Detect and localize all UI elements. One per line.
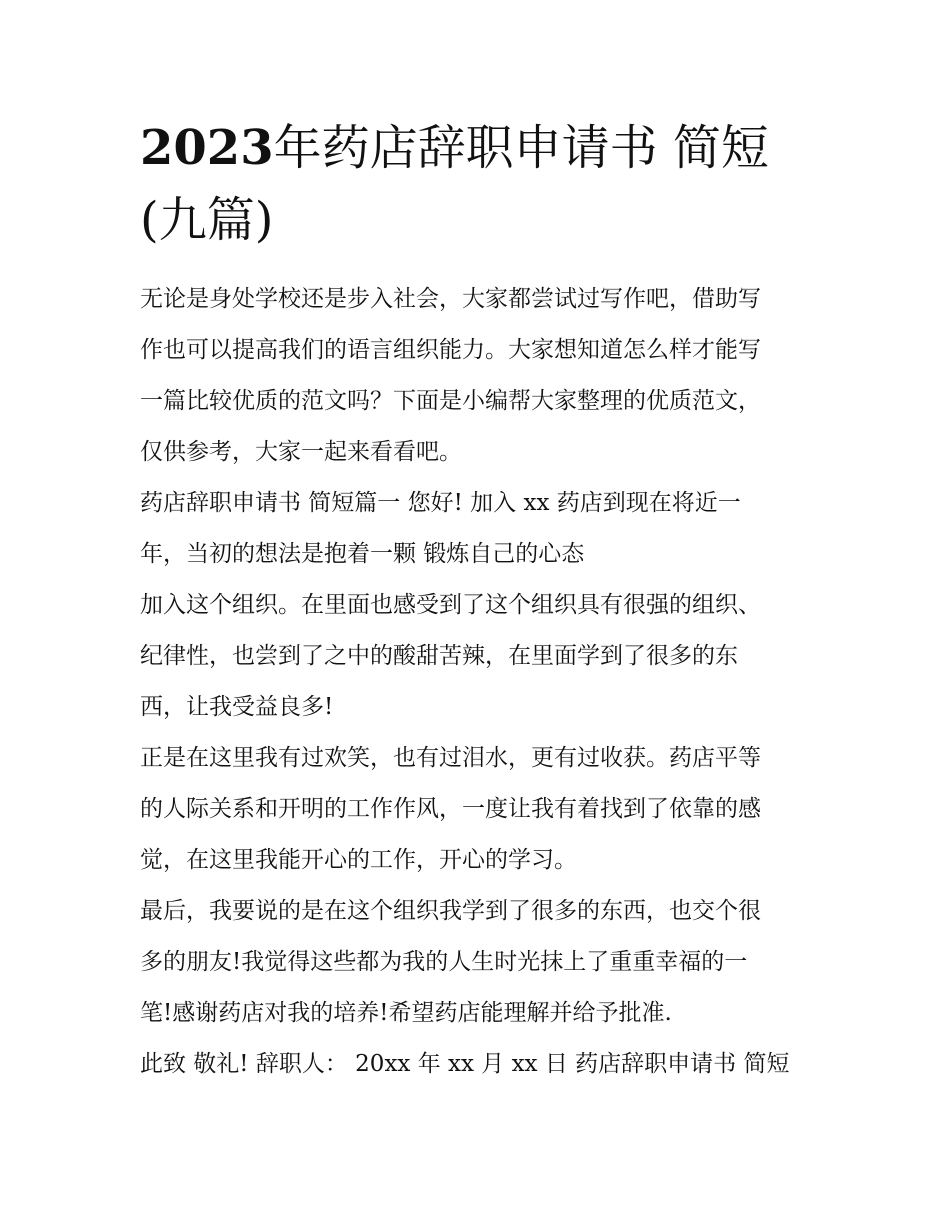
text-line: 加入这个组织。在里面也感受到了这个组织具有很强的组织、 [140,592,761,618]
text-line: 作也可以提高我们的语言组织能力。大家想知道怎么样才能写 [140,337,761,363]
title-year: 2023 [140,120,274,176]
page-title [140,112,812,256]
text-line: 的人际关系和开明的工作作风，一度让我有着找到了依靠的感 [140,796,761,822]
text-line: 无论是身处学校还是步入社会，大家都尝试过写作吧，借助写 [140,286,761,312]
text-line: 笔!感谢药店对我的培养!希望药店能理解并给予批准. [140,1000,672,1026]
paragraph-feelings [140,733,812,886]
text-line: 药店辞职申请书 简短篇一 您好! 加入 xx 药店到现在将近一 [140,490,741,516]
document-body [140,112,812,1090]
text-line: 正是在这里我有过欢笑，也有过泪水，更有过收获。药店平等 [140,745,761,771]
text-line: 西，让我受益良多! [140,694,334,720]
text-line: 此致 敬礼! 辞职人： 20xx 年 xx 月 xx 日 药店辞职申请书 简短 [140,1051,790,1077]
paragraph-signature [140,1039,812,1090]
text-line: 多的朋友!我觉得这些都为我的人生时光抹上了重重幸福的一 [140,949,748,975]
text-line: 年，当初的想法是抱着一颗 锻炼自己的心态 [140,541,585,567]
text-line: 觉，在这里我能开心的工作，开心的学习。 [140,847,577,873]
text-line: 一篇比较优质的范文吗？下面是小编帮大家整理的优质范文， [140,388,761,414]
title-text: 年药店辞职申请书 简短 [273,120,769,176]
paragraph-closing [140,886,812,1039]
paragraph-experience [140,580,812,733]
paragraph-intro [140,274,812,478]
text-line: 最后，我要说的是在这个组织我学到了很多的东西，也交个很 [140,898,761,924]
text-line: 纪律性，也尝到了之中的酸甜苦辣，在里面学到了很多的东 [140,643,738,669]
text-line: 仅供参考，大家一起来看看吧。 [140,439,462,465]
paragraph-opening [140,478,812,580]
title-subtitle: (九篇) [140,192,274,248]
